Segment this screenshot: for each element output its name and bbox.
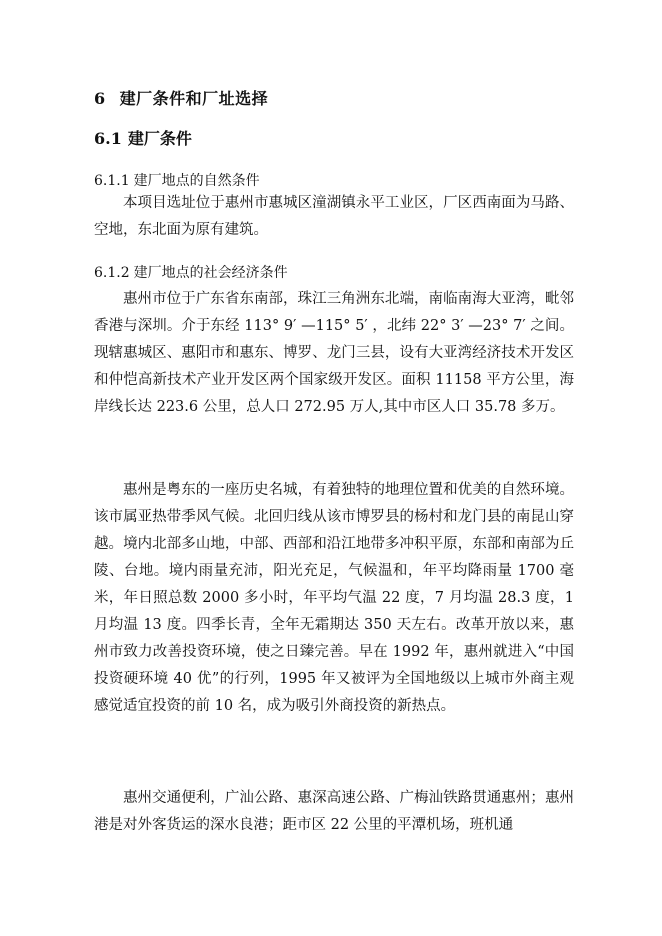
subsection-heading-natural	[94, 170, 260, 190]
section-heading	[94, 126, 192, 149]
paragraph-transport: 惠州交通便利，广汕公路、惠深高速公路、广梅汕铁路贯通惠州；惠州港是对外客货运的深水良港；距市区 22 公里的平潭机场，班机通	[94, 790, 574, 833]
subsection-heading-socioeconomic	[94, 262, 288, 282]
subsection-title: 建厂地点的自然条件	[133, 173, 260, 189]
chapter-heading	[94, 86, 268, 109]
chapter-number: 6	[94, 89, 106, 108]
chapter-title: 建厂条件和厂址选择	[119, 89, 269, 108]
subsection-number: 6.1.1	[94, 173, 130, 189]
paragraph-site-location: 本项目选址位于惠州市惠城区潼湖镇永平工业区，厂区西南面为马路、空地，东北面为原有建筑。	[94, 195, 574, 238]
subsection-number: 6.1.2	[94, 265, 130, 281]
paragraph-climate: 惠州是粤东的一座历史名城，有着独特的地理位置和优美的自然环境。该市属亚热带季风气候。北回归线从该市博罗县的杨村和龙门县的南昆山穿越。境内北部多山地，中部、西部和沿江地带多冲积平原，东部和南部为丘陵、台地。境内雨量充沛，阳光充足，气候温和，年平均降雨量 1700 毫米，年日照总数 2000 多小时，年平均气温 22 度，7 月均温 28.3 度，1 月均温 13 度。四季长青，全年无霜期达 350 天左右。改革开放以来，惠州市致力改善投资环境，使之日臻完善。早在 1992 年，惠州就进入“中国投资硬环境 40 优”的行列，1995 年又被评为全国地级以上城市外商主观感觉适宜投资的前 10 名，成为吸引外商投资的新热点。	[94, 482, 574, 714]
section-number: 6.1	[94, 129, 122, 148]
subsection-title: 建厂地点的社会经济条件	[133, 265, 288, 281]
section-title: 建厂条件	[127, 129, 192, 148]
paragraph-geography: 惠州市位于广东省东南部，珠江三角洲东北端，南临南海大亚湾，毗邻香港与深圳。介于东经 113° 9′ —115° 5′ ，北纬 22° 3′ —23° 7′ 之间。现辖惠城区、惠阳市和惠东、博罗、龙门三县，设有大亚湾经济技术开发区和仲恺高新技术产业开发区两个国家级开发区。面积 11158 平方公里，海岸线长达 223.6 公里，总人口 272.95 万人,其中市区人口 35.78 多万。	[94, 291, 574, 415]
